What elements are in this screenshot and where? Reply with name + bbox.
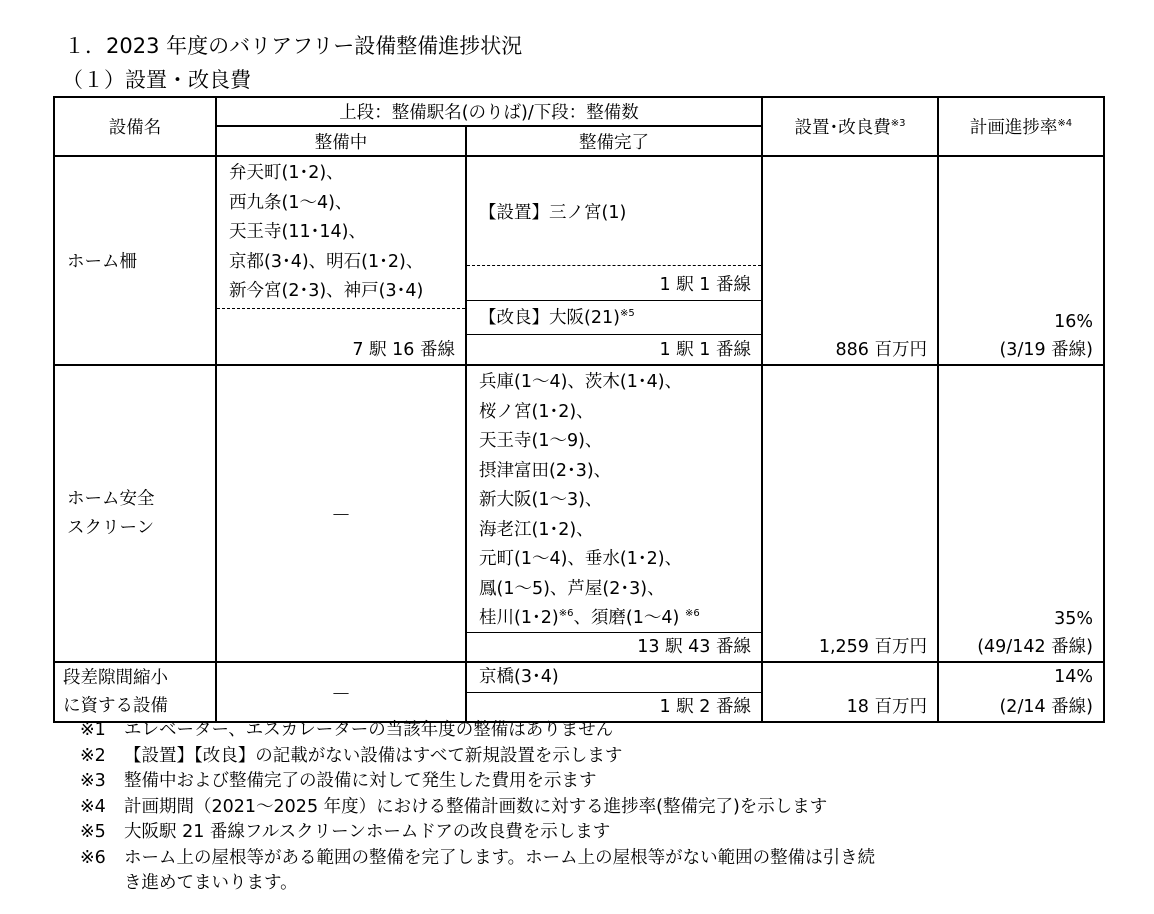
- done-install-count: 1 駅 1 番線: [659, 275, 751, 295]
- row-divider: [467, 334, 761, 335]
- done-count: 13 駅 43 番線: [637, 637, 751, 657]
- subsection-heading: （１）設置・改良費: [62, 68, 251, 92]
- footnote: ※6 ホーム上の屋根等がある範囲の整備を完了します。ホーム上の屋根等がない範囲の整備は引き続 き進めてまいります。: [80, 847, 876, 893]
- header-equipment: 設備名: [54, 97, 216, 156]
- rate-value: 35%: [1054, 609, 1093, 629]
- in-progress-count: 7 駅 16 番線: [352, 340, 455, 360]
- in-progress-stations: 弁天町(1･2)、 西九条(1～4)、 天王寺(11･14)、 京都(3･4)、明石(1･2)、 新今宮(2･3)、神戸(3･4): [229, 163, 424, 301]
- rate-detail: (3/19 番線): [999, 340, 1093, 360]
- header-in-progress: 整備中: [216, 126, 466, 156]
- table-row: [54, 662, 1104, 722]
- row-divider: [467, 692, 761, 693]
- done-stations: 兵庫(1～4)、茨木(1･4)、 桜ノ宮(1･2)、 天王寺(1～9)、 摂津富田(2･3)、 新大阪(1～3)、 海老江(1･2)、 元町(1～4)、垂水(1･2)、 鳳(1～5)、芦屋(2･3)、 桂川(1･2)$^{※6}$、須磨(1～4) $^{※6}$: [479, 372, 700, 628]
- section-heading: １．2023 年度のバリアフリー設備整備進捗状況: [64, 34, 523, 58]
- done-station: 京橋(3･4): [479, 667, 559, 687]
- header-row-1: [54, 97, 1104, 126]
- row-divider: [467, 265, 761, 266]
- equipment-name: ホーム柵: [54, 156, 216, 365]
- cost-value: 18 百万円: [846, 697, 927, 717]
- equipment-name: 段差隙間縮小 に資する設備: [54, 662, 216, 722]
- footnote: ※3 整備中および整備完了の設備に対して発生した費用を示ます: [80, 771, 597, 791]
- rate-value: 14%: [1054, 667, 1093, 687]
- header-rate: 計画進捗率$^{※4}$: [938, 97, 1104, 156]
- cost-value: 886 百万円: [835, 340, 927, 360]
- in-progress-none: －: [216, 365, 466, 662]
- rate-detail: (49/142 番線): [977, 637, 1093, 657]
- header-done: 整備完了: [466, 126, 762, 156]
- done-count: 1 駅 2 番線: [659, 697, 751, 717]
- footnote: ※1 エレベーター、エスカレーターの当該年度の整備はありません: [80, 720, 614, 740]
- row-divider: [467, 300, 761, 301]
- done-improve: 【改良】大阪$(21)^{※5}$: [479, 308, 635, 328]
- table-row: [54, 365, 1104, 662]
- header-cost: 設置･改良費$^{※3}$: [762, 97, 938, 156]
- header-group: 上段：整備駅名(のりば)/下段：整備数: [216, 97, 762, 126]
- footnote: ※5 大阪駅 21 番線フルスクリーンホームドアの改良費を示します: [80, 822, 611, 842]
- footnotes: [80, 718, 875, 897]
- row-divider: [467, 632, 761, 633]
- done-improve-count: 1 駅 1 番線: [659, 340, 751, 360]
- footnote: ※2 【設置】【改良】の記載がない設備はすべて新規設置を示します: [80, 745, 623, 766]
- rate-detail: (2/14 番線): [999, 697, 1093, 717]
- row-divider: [217, 308, 465, 309]
- equipment-name: ホーム安全 スクリーン: [54, 365, 216, 662]
- footnote: ※4 計画期間（2021～2025 年度）における整備計画数に対する進捗率(整備完了)を示します: [80, 796, 828, 817]
- cost-value: 1,259 百万円: [818, 637, 927, 657]
- rate-value: 16%: [1054, 312, 1093, 332]
- done-install: 【設置】三ノ宮(1): [479, 203, 627, 223]
- barrier-free-table: [53, 96, 1105, 723]
- table-row: [54, 156, 1104, 365]
- in-progress-none: －: [216, 662, 466, 722]
